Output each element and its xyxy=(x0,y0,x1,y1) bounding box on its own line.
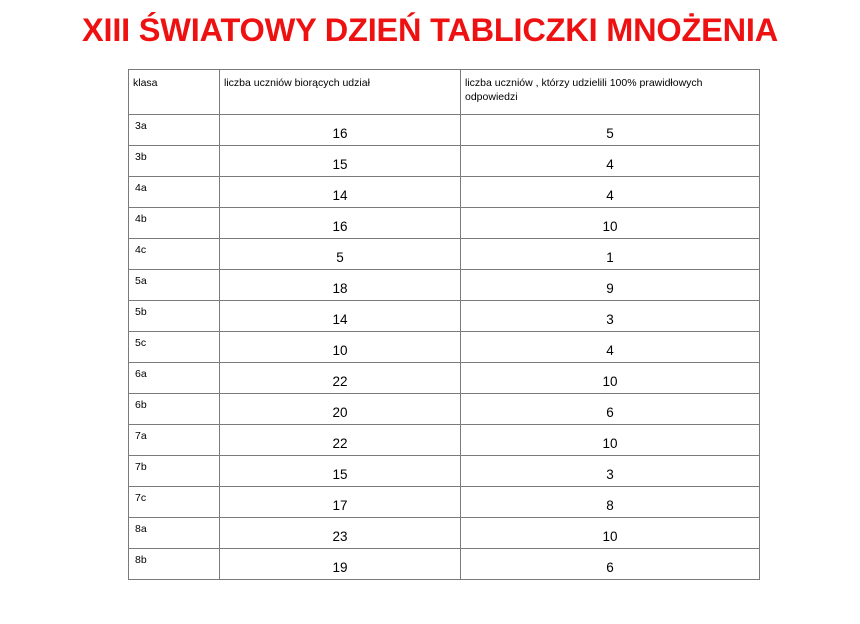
cell-participants: 23 xyxy=(220,518,461,549)
cell-klasa: 5c xyxy=(129,332,220,363)
cell-klasa: 7c xyxy=(129,487,220,518)
cell-participants: 19 xyxy=(220,549,461,580)
cell-perfect-scores: 3 xyxy=(461,301,760,332)
table-row xyxy=(129,239,760,270)
cell-perfect-scores: 10 xyxy=(461,518,760,549)
table-row xyxy=(129,146,760,177)
table-row xyxy=(129,549,760,580)
cell-klasa: 7a xyxy=(129,425,220,456)
cell-klasa: 6a xyxy=(129,363,220,394)
table-row xyxy=(129,332,760,363)
cell-perfect-scores: 10 xyxy=(461,363,760,394)
cell-participants: 16 xyxy=(220,208,461,239)
cell-perfect-scores: 4 xyxy=(461,332,760,363)
table-row xyxy=(129,208,760,239)
cell-klasa: 5b xyxy=(129,301,220,332)
cell-participants: 15 xyxy=(220,146,461,177)
page-title: XIII ŚWIATOWY DZIEŃ TABLICZKI MNOŻENIA xyxy=(82,12,778,48)
table-row xyxy=(129,487,760,518)
cell-perfect-scores: 6 xyxy=(461,549,760,580)
table-row xyxy=(129,301,760,332)
table-row xyxy=(129,363,760,394)
table-row xyxy=(129,394,760,425)
cell-perfect-scores: 4 xyxy=(461,177,760,208)
cell-participants: 5 xyxy=(220,239,461,270)
table-row xyxy=(129,115,760,146)
cell-participants: 17 xyxy=(220,487,461,518)
cell-participants: 22 xyxy=(220,425,461,456)
cell-klasa: 8a xyxy=(129,518,220,549)
cell-klasa: 6b xyxy=(129,394,220,425)
table-header-row xyxy=(129,70,760,115)
cell-participants: 18 xyxy=(220,270,461,301)
cell-klasa: 7b xyxy=(129,456,220,487)
table-row xyxy=(129,177,760,208)
cell-klasa: 3b xyxy=(129,146,220,177)
cell-klasa: 4c xyxy=(129,239,220,270)
cell-perfect-scores: 10 xyxy=(461,425,760,456)
cell-participants: 14 xyxy=(220,301,461,332)
cell-perfect-scores: 8 xyxy=(461,487,760,518)
cell-participants: 20 xyxy=(220,394,461,425)
cell-perfect-scores: 3 xyxy=(461,456,760,487)
results-table-body xyxy=(129,70,760,580)
cell-klasa: 4a xyxy=(129,177,220,208)
cell-perfect-scores: 4 xyxy=(461,146,760,177)
cell-participants: 15 xyxy=(220,456,461,487)
results-table xyxy=(128,69,760,580)
table-row xyxy=(129,456,760,487)
table-row xyxy=(129,425,760,456)
cell-participants: 16 xyxy=(220,115,461,146)
cell-klasa: 3a xyxy=(129,115,220,146)
header-klasa: klasa xyxy=(129,70,220,115)
header-participants: liczba uczniów biorących udział xyxy=(220,70,461,115)
cell-klasa: 4b xyxy=(129,208,220,239)
cell-klasa: 8b xyxy=(129,549,220,580)
header-perfect-scores: liczba uczniów , którzy udzielili 100% prawidłowych odpowiedzi xyxy=(461,70,760,115)
cell-participants: 22 xyxy=(220,363,461,394)
cell-participants: 14 xyxy=(220,177,461,208)
cell-perfect-scores: 6 xyxy=(461,394,760,425)
cell-klasa: 5a xyxy=(129,270,220,301)
cell-perfect-scores: 9 xyxy=(461,270,760,301)
table-row xyxy=(129,270,760,301)
table-row xyxy=(129,518,760,549)
cell-perfect-scores: 1 xyxy=(461,239,760,270)
cell-perfect-scores: 5 xyxy=(461,115,760,146)
cell-perfect-scores: 10 xyxy=(461,208,760,239)
cell-participants: 10 xyxy=(220,332,461,363)
